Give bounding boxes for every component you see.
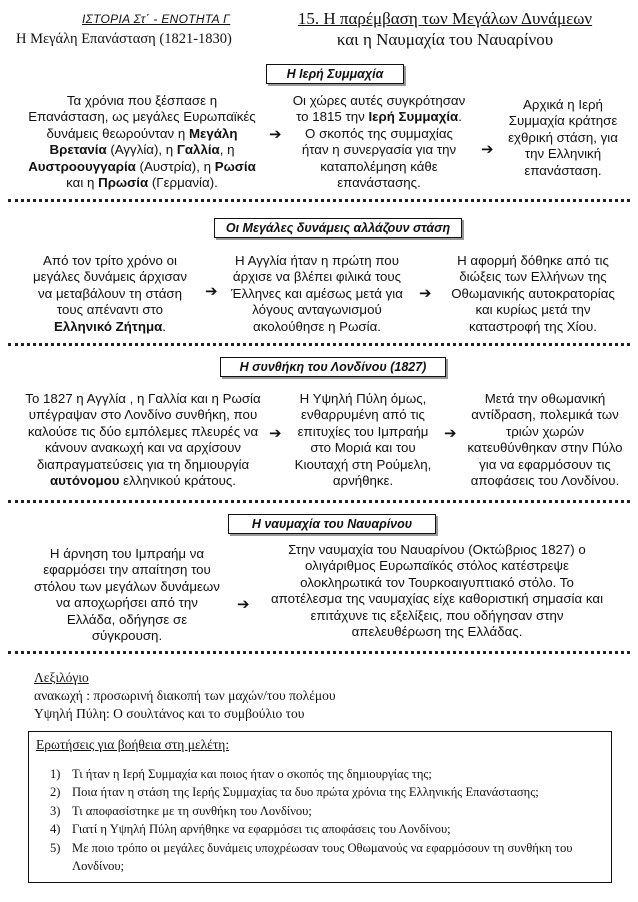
text-fragment: . [458, 109, 462, 125]
text-fragment: ελληνικού κράτους. [119, 473, 236, 489]
question-item [50, 802, 598, 820]
text-line: Ελλάδα, οδήγησε σε [66, 611, 188, 627]
question-number: 3) [50, 803, 61, 818]
bold-term: Αυστροουγγαρία [28, 158, 136, 174]
text-line: κατευθύνθηκαν στην Πύλο [467, 440, 623, 456]
section-title-navarino: Η ναυμαχία του Ναυαρίνου [228, 514, 436, 534]
subject-label: ΙΣΤΟΡΙΑ Στ΄ - ΕΝΟΤΗΤΑ Γ [82, 12, 231, 26]
question-text: Ποια ήταν η στάση της Ιερής Συμμαχίας τα δυο πρώτα χρόνια της Ελληνικής Επανάστασης; [72, 785, 539, 800]
text-line: ήταν η συνεργασία για την [301, 142, 457, 158]
section4-col1 [20, 546, 234, 644]
text-line: στο Μοριά και του [310, 440, 416, 456]
text-line [22, 159, 262, 175]
text-line [284, 109, 474, 125]
text-fragment: δυνάμεις θεωρούνταν η [46, 125, 189, 141]
section2-col3 [436, 253, 630, 335]
text-line: Η αφορμή δόθηκε από τις [457, 253, 609, 268]
dotted-divider [8, 500, 630, 503]
text-line: ενθαρρυμένη από τις [301, 407, 425, 423]
question-item [50, 839, 598, 857]
text-line [14, 473, 272, 489]
text-line [18, 319, 202, 335]
text-line: εφαρμόσει την απαίτηση του [43, 562, 211, 578]
question-item-continued [50, 857, 598, 875]
text-line: τριών χωρών [505, 423, 585, 439]
bold-term: αυτόνομου [50, 473, 120, 489]
text-line: καταστροφή της Χίου. [469, 318, 597, 334]
text-line: εχθρική στάση, για [508, 129, 618, 145]
dotted-divider [8, 343, 630, 346]
text-line: στόλου των μεγάλων δυνάμεων [34, 578, 220, 594]
text-line: να μεταβάλουν τη στάση [37, 285, 183, 301]
text-fragment: το 1815 την [296, 109, 369, 125]
arrow-icon: ➔ [481, 141, 494, 158]
question-text: Λονδίνου; [72, 859, 125, 874]
bold-term: Μεγάλη [188, 125, 238, 141]
arrow-icon: ➔ [419, 285, 432, 302]
text-line: Κιουταχή στη Ρούμελη, [294, 456, 432, 472]
text-line: υπέγραψαν στο Λονδίνο συνθήκη, που [28, 407, 258, 423]
section-title-powers-change: Οι Μεγάλες δυνάμεις αλλάζουν στάση [214, 218, 462, 238]
text-line: ολιγάριθμος Ευρωπαϊκός στόλος κατέστρεψε [305, 558, 569, 574]
text-line: επανάσταση. [524, 162, 602, 178]
text-line: αντίδραση, πολεμικά των [471, 407, 619, 423]
arrow-icon: ➔ [205, 283, 218, 300]
bold-term: Βρετανία [49, 142, 107, 158]
text-fragment: , η [219, 142, 235, 158]
text-line: σύγκρουση. [91, 628, 163, 644]
text-line: αποτέλεσμα της ναυμαχίας είχε καθοριστική σημασία και [270, 591, 604, 607]
text-line: διαπραγματεύσεις για τη δημιουργία [36, 456, 250, 472]
section3-col3 [458, 391, 632, 489]
text-line [22, 175, 262, 191]
text-line: άρχισε να βλέπει φιλικά τους [232, 269, 402, 285]
text-line: κάνουν ανακωχή και να αρχίσουν [45, 440, 241, 456]
question-item [50, 820, 598, 838]
arrow-icon: ➔ [269, 425, 282, 442]
section-title-holy-alliance: Η Ιερή Συμμαχία [266, 64, 404, 84]
text-line: τους απέναντι στο [56, 302, 164, 318]
question-number: 2) [50, 785, 61, 800]
question-number [50, 857, 72, 875]
text-line [22, 126, 262, 142]
section-title-london-treaty: Η συνθήκη του Λονδίνου (1827) [220, 357, 446, 377]
dotted-divider [8, 651, 630, 654]
section2-col2 [220, 253, 414, 335]
question-text: Γιατί η Υψηλή Πύλη αρνήθηκε να εφαρμόσει τις αποφάσεις του Λονδίνου; [72, 822, 451, 837]
page-title-line1: 15. Η παρέμβαση των Μεγάλων Δυνάμεων [297, 9, 593, 28]
question-item [50, 783, 598, 801]
text-line: απελευθέρωση της Ελλάδας. [351, 624, 523, 640]
text-line: επιτυχίες του Ιμπραήμ [297, 423, 429, 439]
section2-col1 [18, 253, 202, 335]
text-line: την Ελληνική [524, 146, 602, 162]
question-number: 1) [50, 767, 61, 781]
text-line: Από τον τρίτο χρόνο οι [43, 253, 177, 268]
text-line: Ο σκοπός της συμμαχίας [305, 125, 453, 141]
text-fragment: (Γερμανία). [148, 175, 218, 191]
questions-list [50, 765, 598, 875]
text-line: Τα χρόνια που ξέσπασε η [66, 93, 218, 108]
page-title [270, 8, 620, 50]
section4-col2 [252, 542, 622, 640]
text-line [22, 142, 262, 158]
bold-term: Ελληνικό Ζήτημα [54, 318, 163, 334]
bold-term: Πρωσία [98, 175, 149, 191]
text-line: Στην ναυμαχία του Ναυαρίνου (Οκτώβριος 1827) ο [288, 542, 586, 557]
text-line: λόγους ανταγωνισμού [252, 302, 382, 318]
question-text: Τι ήταν η Ιερή Συμμαχία και ποιος ήταν ο σκοπός της δημιουργίας της; [72, 767, 432, 781]
arrow-icon: ➔ [237, 596, 250, 613]
text-line: αρνήθηκε. [332, 473, 394, 489]
text-line: Οθωμανικής αυτοκρατορίας [451, 285, 615, 301]
text-line: μεγάλες δυνάμεις άρχισαν [33, 269, 187, 285]
glossary-item: Υψηλή Πύλη: Ο σουλτάνος και το συμβούλιο του [34, 706, 305, 721]
text-line: Η Υψηλή Πύλη όμως, [299, 391, 427, 406]
text-line: επανάστασης. [337, 175, 421, 191]
text-line: Έλληνες και αμέσως μετά για [231, 285, 403, 301]
text-line: διώξεις των Ελλήνων της [459, 269, 607, 285]
bold-term: Γαλλία [176, 142, 220, 158]
bold-term: Ρωσία [214, 158, 256, 174]
question-number: 5) [50, 840, 61, 855]
text-line: Οι χώρες αυτές συγκρότησαν [292, 93, 466, 108]
text-line: καταπολέμηση κάθε [320, 158, 438, 174]
section3-col2 [286, 391, 440, 489]
text-line: και κυρίως μετά την [475, 302, 591, 318]
text-line: ακολούθησε η Ρωσία. [253, 318, 381, 334]
section1-col2 [284, 93, 474, 191]
text-fragment: και η [66, 175, 99, 191]
question-text: Με ποιο τρόπο οι μεγάλες δυνάμεις υποχρέωσαν τους Οθωμανούς να εφαρμόσουν τη συνθήκη του [72, 840, 573, 855]
question-number: 4) [50, 822, 61, 837]
page-title-line2: και η Ναυμαχία του Ναυαρίνου [336, 30, 554, 49]
arrow-icon: ➔ [444, 425, 457, 442]
text-line: Το 1827 η Αγγλία , η Γαλλία και η Ρωσία [25, 391, 261, 406]
text-fragment: (Αγγλία), η [106, 142, 177, 158]
text-line: Αρχικά η Ιερή [523, 97, 603, 112]
section3-col1 [14, 391, 272, 489]
glossary-title: Λεξιλόγιο [34, 670, 89, 685]
text-fragment: . [162, 318, 166, 334]
text-line: Επανάσταση, ως μεγάλες Ευρωπαϊκές [28, 109, 256, 125]
glossary-item: ανακωχή : προσωρινή διακοπή των μαχών/του πολέμου [34, 688, 336, 703]
dotted-divider [8, 199, 630, 202]
text-line: Μετά την οθωμανική [484, 391, 606, 406]
text-line: Η Αγγλία ήταν η πρώτη που [235, 253, 399, 268]
question-text: Τι αποφασίστηκε με τη συνθήκη του Λονδίνου; [72, 803, 312, 818]
text-line: επιτάχυνε τις εξελίξεις, που οδήγησαν στην [310, 607, 564, 623]
unit-label: Η Μεγάλη Επανάσταση (1821-1830) [16, 31, 232, 47]
section1-col1 [22, 93, 262, 191]
question-item [50, 765, 598, 783]
text-line: καλούσε τις δύο εμπόλεμες πλευρές να [27, 423, 259, 439]
text-line: Συμμαχία κράτησε [508, 113, 618, 129]
text-fragment: (Αυστρία), η [135, 158, 215, 174]
text-line: ολοκληρωτικά τον Τουρκοαιγυπτιακό στόλο. Το [300, 574, 574, 590]
text-line: αποφάσεις του Λονδίνου. [470, 473, 620, 489]
arrow-icon: ➔ [269, 126, 282, 143]
text-line: Η άρνηση του Ιμπραήμ να [49, 546, 205, 561]
section1-col3 [496, 97, 630, 179]
bold-term: Ιερή Συμμαχία [368, 109, 459, 125]
questions-title: Ερωτήσεις για βοήθεια στη μελέτη: [36, 737, 230, 752]
text-line: να αποχωρήσει από την [56, 595, 198, 611]
text-line: για να εφαρμόσουν τις [479, 456, 611, 472]
